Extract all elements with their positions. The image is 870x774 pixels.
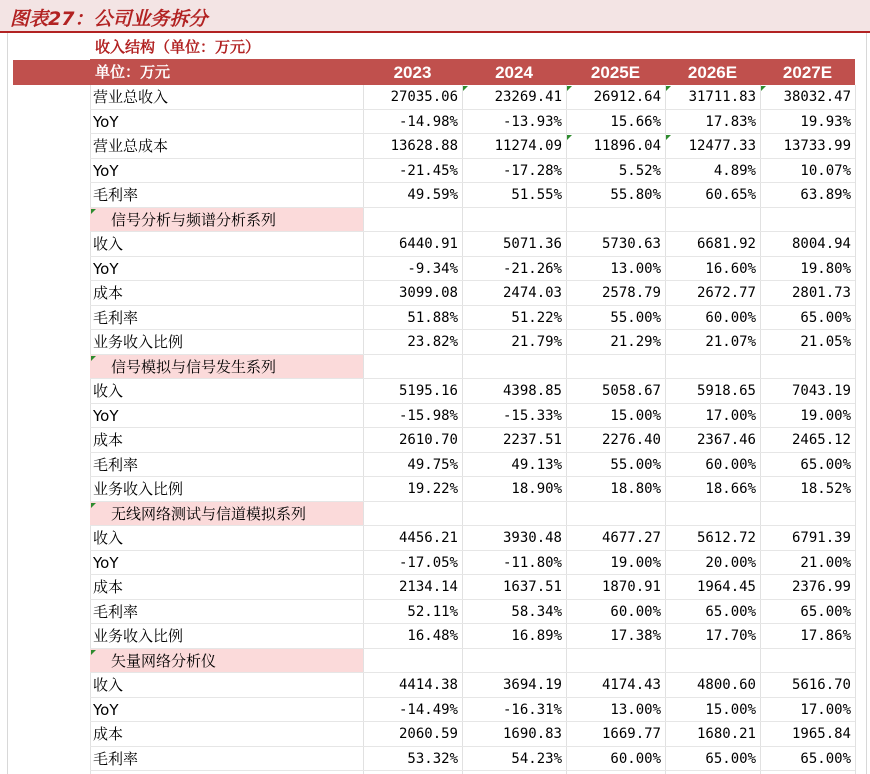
- segment-name: 无线网络测试与信道模拟系列: [111, 504, 307, 523]
- cell-comment-marker: [91, 650, 96, 655]
- table-row: [0, 673, 870, 698]
- table-cell: -11.80%: [502, 554, 562, 571]
- cell-comment-marker: [761, 86, 766, 91]
- table-cell: 5195.16: [398, 383, 458, 399]
- table-cell: 60.00%: [705, 309, 756, 326]
- table-cell: 7043.19: [791, 383, 851, 399]
- table-cell: 10.07%: [800, 162, 851, 179]
- row-label: 业务收入比例: [93, 480, 184, 498]
- table-cell: 19.93%: [800, 113, 851, 130]
- table-row: [0, 306, 870, 331]
- table-cell: 16.89%: [511, 628, 562, 644]
- table-cell: 55.00%: [610, 309, 661, 326]
- table-row: [0, 600, 870, 625]
- table-cell: 3694.19: [502, 677, 562, 693]
- cell-comment-marker: [91, 356, 96, 361]
- table-cell: 1680.21: [696, 726, 756, 742]
- table-cell: 19.00%: [610, 554, 661, 571]
- table-cell: -9.34%: [407, 260, 458, 277]
- table-cell: 15.00%: [705, 701, 756, 718]
- table-cell: -15.33%: [502, 407, 562, 424]
- table-row: [0, 526, 870, 551]
- table-cell: 13628.88: [390, 138, 458, 154]
- segment-header-row: [0, 649, 870, 674]
- table-cell: 1637.51: [502, 579, 562, 595]
- row-label: 业务收入比例: [93, 333, 184, 351]
- table-cell: 17.70%: [705, 628, 756, 644]
- table-cell: 4174.43: [601, 677, 661, 693]
- table-cell: 49.75%: [407, 456, 458, 473]
- table-cell: 53.32%: [407, 750, 458, 767]
- table-cell: 6791.39: [791, 530, 851, 546]
- header-year-2023: 2023: [393, 63, 432, 82]
- table-cell: 4.89%: [713, 162, 756, 179]
- table-cell: 5616.70: [791, 677, 851, 693]
- table-header: [13, 60, 855, 85]
- table-cell: -16.31%: [502, 701, 562, 718]
- table-cell: 51.22%: [511, 309, 562, 326]
- table-cell: 21.29%: [610, 334, 661, 350]
- table-row: [0, 722, 870, 747]
- table-cell: 21.07%: [705, 334, 756, 350]
- table-cell: 26912.64: [593, 89, 661, 105]
- table-cell: 17.38%: [610, 628, 661, 644]
- header-year-2027E: 2027E: [782, 63, 833, 82]
- table-row: [0, 624, 870, 649]
- table-cell: -14.98%: [398, 113, 458, 130]
- table-cell: 5.52%: [618, 162, 661, 179]
- table-cell: 5071.36: [502, 236, 562, 252]
- table-cell: 60.65%: [705, 187, 756, 203]
- cell-comment-marker: [91, 209, 96, 214]
- table-cell: 27035.06: [390, 89, 458, 105]
- table-row: [0, 379, 870, 404]
- table-cell: 2801.73: [791, 285, 851, 301]
- cell-comment-marker: [463, 86, 468, 91]
- table-row: [0, 159, 870, 184]
- table-cell: 19.80%: [800, 260, 851, 277]
- row-label: 营业总成本: [93, 137, 169, 155]
- table-cell: 13.00%: [610, 260, 661, 277]
- table-cell: 2465.12: [791, 432, 851, 448]
- row-label: 收入: [93, 676, 124, 694]
- table-cell: 2276.40: [601, 432, 661, 448]
- table-cell: 15.66%: [610, 113, 661, 130]
- table-cell: -17.28%: [502, 162, 562, 179]
- header-year-2026E: 2026E: [687, 63, 738, 82]
- row-label: YoY: [93, 112, 119, 131]
- table-cell: 23269.41: [494, 89, 562, 105]
- table-cell: 19.00%: [800, 407, 851, 424]
- table-cell: 60.00%: [705, 456, 756, 473]
- table-cell: 18.90%: [511, 481, 562, 497]
- table-cell: 4398.85: [502, 383, 562, 399]
- table-cell: -17.05%: [398, 554, 458, 571]
- table-cell: 16.48%: [407, 628, 458, 644]
- table-cell: 65.00%: [800, 603, 851, 620]
- table-cell: 51.55%: [511, 187, 562, 203]
- row-label: 业务收入比例: [93, 627, 184, 645]
- cell-comment-marker: [666, 86, 671, 91]
- table-cell: 2672.77: [696, 285, 756, 301]
- row-label: 收入: [93, 235, 124, 253]
- table-cell: 5730.63: [601, 236, 661, 252]
- table-cell: 54.23%: [511, 750, 562, 767]
- row-label: 营业总收入: [93, 88, 169, 106]
- cell-comment-marker: [567, 135, 572, 140]
- row-label: 收入: [93, 529, 124, 547]
- table-cell: 17.00%: [800, 701, 851, 718]
- table-cell: 11274.09: [494, 138, 562, 154]
- table-cell: 65.00%: [800, 309, 851, 326]
- table-row: [0, 477, 870, 502]
- table-cell: 38032.47: [783, 89, 851, 105]
- row-label: YoY: [93, 259, 119, 278]
- table-row: [0, 183, 870, 208]
- table-cell: 4800.60: [696, 677, 756, 693]
- table-cell: 55.00%: [610, 456, 661, 473]
- table-cell: 60.00%: [610, 750, 661, 767]
- segment-name: 矢量网络分析仪: [111, 651, 217, 670]
- table-cell: 2367.46: [696, 432, 756, 448]
- table-cell: 5058.67: [601, 383, 661, 399]
- table-cell: 11896.04: [593, 138, 661, 154]
- segment-name-cell: [90, 502, 363, 527]
- table-cell: 21.79%: [511, 334, 562, 350]
- table-row: [0, 281, 870, 306]
- table-cell: 2474.03: [502, 285, 562, 301]
- row-label: 毛利率: [93, 186, 139, 204]
- segment-name-cell: [90, 649, 363, 674]
- row-label: 成本: [93, 431, 124, 449]
- table-cell: 65.00%: [800, 750, 851, 767]
- segment-header-row: [0, 502, 870, 527]
- header-year-2025E: 2025E: [590, 63, 641, 82]
- row-label: YoY: [93, 406, 119, 425]
- table-cell: 17.83%: [705, 113, 756, 130]
- table-cell: 52.11%: [407, 603, 458, 620]
- table-cell: 2237.51: [502, 432, 562, 448]
- grid-row-line: [90, 770, 855, 771]
- table-row: [0, 134, 870, 159]
- table-cell: 2610.70: [398, 432, 458, 448]
- table-row: [0, 551, 870, 576]
- segment-name: 信号模拟与信号发生系列: [111, 357, 277, 376]
- table-row: [0, 453, 870, 478]
- table-cell: 2134.14: [398, 579, 458, 595]
- table-cell: -14.49%: [398, 701, 458, 718]
- table-cell: 4456.21: [398, 530, 458, 546]
- table-cell: 13733.99: [783, 138, 851, 154]
- table-cell: 49.13%: [511, 456, 562, 473]
- table-cell: 58.34%: [511, 603, 562, 620]
- table-cell: -21.45%: [398, 162, 458, 179]
- table-row: [0, 110, 870, 135]
- table-row: [0, 747, 870, 772]
- table-cell: 12477.33: [688, 138, 756, 154]
- table-cell: 31711.83: [688, 89, 756, 105]
- row-label: YoY: [93, 161, 119, 180]
- table-cell: 6440.91: [398, 236, 458, 252]
- table-row: [0, 575, 870, 600]
- table-cell: 65.00%: [705, 603, 756, 620]
- row-label: 毛利率: [93, 308, 139, 327]
- segment-name-cell: [90, 208, 363, 233]
- figure-header: [0, 0, 870, 33]
- row-label: YoY: [93, 700, 119, 719]
- row-label: 毛利率: [93, 749, 139, 768]
- table-row: [0, 257, 870, 282]
- header-unit-label: 单位：万元: [95, 63, 171, 81]
- figure-title: 图表27：公司业务拆分: [10, 8, 208, 30]
- table-cell: -21.26%: [502, 260, 562, 277]
- table-cell: 17.00%: [705, 407, 756, 424]
- segment-name-cell: [90, 355, 363, 380]
- table-cell: 18.52%: [800, 481, 851, 497]
- cell-comment-marker: [91, 503, 96, 508]
- table-cell: -15.98%: [398, 407, 458, 424]
- table-cell: 1964.45: [696, 579, 756, 595]
- table-cell: 51.88%: [407, 309, 458, 326]
- header-year-2024: 2024: [495, 63, 533, 82]
- table-cell: 19.22%: [407, 481, 458, 497]
- table-row: [0, 330, 870, 355]
- table-cell: 1669.77: [601, 726, 661, 742]
- table-cell: 18.80%: [610, 481, 661, 497]
- row-label: 毛利率: [93, 455, 139, 474]
- table-cell: 49.59%: [407, 187, 458, 203]
- row-label: 成本: [93, 284, 124, 302]
- segment-header-row: [0, 355, 870, 380]
- table-cell: 65.00%: [705, 750, 756, 767]
- table-cell: 8004.94: [791, 236, 851, 252]
- table-cell: 1870.91: [601, 579, 661, 595]
- table-cell: 3099.08: [398, 285, 458, 301]
- table-cell: 21.00%: [800, 554, 851, 571]
- table-row: [0, 404, 870, 429]
- table-cell: 4414.38: [398, 677, 458, 693]
- table-cell: 23.82%: [407, 334, 458, 350]
- table-cell: 2060.59: [398, 726, 458, 742]
- table-cell: -13.93%: [502, 113, 562, 130]
- row-label: YoY: [93, 553, 119, 572]
- table-cell: 15.00%: [610, 407, 661, 424]
- cell-comment-marker: [567, 86, 572, 91]
- table-cell: 5918.65: [696, 383, 756, 399]
- segment-name: 信号分析与频谱分析系列: [111, 210, 277, 229]
- cell-comment-marker: [666, 135, 671, 140]
- table-cell: 18.66%: [705, 481, 756, 497]
- table-cell: 2376.99: [791, 579, 851, 595]
- table-cell: 13.00%: [610, 701, 661, 718]
- table-cell: 4677.27: [601, 530, 661, 546]
- table-cell: 1965.84: [791, 726, 851, 742]
- table-cell: 5612.72: [696, 530, 756, 546]
- table-cell: 2578.79: [601, 285, 661, 301]
- row-label: 毛利率: [93, 602, 139, 621]
- table-cell: 1690.83: [502, 726, 562, 742]
- table-cell: 3930.48: [502, 530, 562, 546]
- table-row: [0, 698, 870, 723]
- row-label: 成本: [93, 578, 124, 596]
- table-cell: 16.60%: [705, 260, 756, 277]
- table-cell: 65.00%: [800, 456, 851, 473]
- table-row: [0, 232, 870, 257]
- table-cell: 6681.92: [696, 236, 756, 252]
- table-row: [0, 85, 870, 110]
- section-title: 收入结构（单位：万元）: [95, 38, 261, 56]
- table-cell: 17.86%: [800, 628, 851, 644]
- table-cell: 63.89%: [800, 187, 851, 203]
- segment-header-row: [0, 208, 870, 233]
- table-cell: 20.00%: [705, 554, 756, 571]
- table-row: [0, 428, 870, 453]
- table-cell: 60.00%: [610, 603, 661, 620]
- row-label: 收入: [93, 382, 124, 400]
- table-cell: 21.05%: [800, 334, 851, 350]
- row-label: 成本: [93, 725, 124, 743]
- table-cell: 55.80%: [610, 187, 661, 203]
